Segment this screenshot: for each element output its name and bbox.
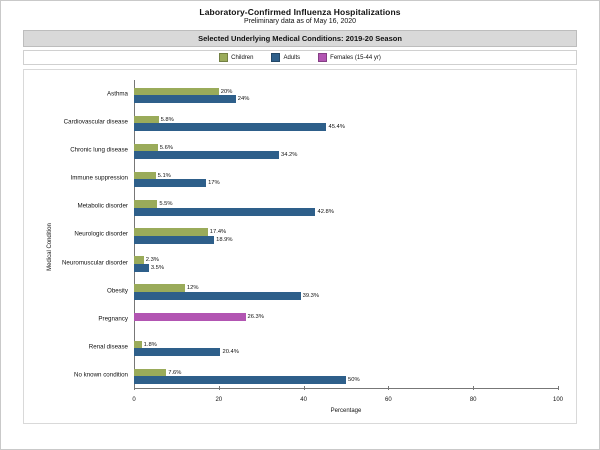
bar	[134, 179, 220, 187]
bar	[134, 348, 239, 356]
category-label: Chronic lung disease	[70, 146, 128, 154]
bar-value-label: 5.6%	[159, 145, 173, 152]
page-subtitle: Preliminary data as of May 16, 2020	[243, 18, 357, 25]
category-label: Pregnancy	[98, 315, 128, 323]
bar-value-label: 24%	[237, 96, 250, 103]
x-axis-tick-label: 20	[215, 397, 223, 403]
legend-item	[318, 53, 381, 62]
category-label: No known condition	[73, 371, 128, 379]
bar-group	[61, 249, 558, 277]
bar-group	[77, 192, 558, 220]
bar-group	[70, 164, 558, 192]
legend-swatch-icon	[271, 53, 280, 62]
bar-value-label: 2.3%	[145, 257, 159, 264]
x-axis-tick-label: 40	[300, 397, 307, 403]
bar-group	[88, 333, 558, 361]
y-axis-title: Medical Condition	[46, 222, 53, 271]
x-axis-tick	[558, 386, 559, 390]
bar-value-label: 7.6%	[168, 369, 182, 376]
bar	[134, 208, 334, 216]
bar-value-label: 42.8%	[317, 208, 334, 215]
bar-group	[74, 220, 558, 248]
plot-area	[23, 69, 577, 424]
category-label: Obesity	[107, 287, 128, 295]
bar-group	[107, 277, 558, 305]
legend-item	[271, 53, 300, 62]
bar-value-label: 20.4%	[222, 348, 239, 355]
bar-value-label: 12%	[186, 285, 199, 292]
bar-value-label: 20%	[220, 88, 233, 95]
chart-banner-title: Selected Underlying Medical Conditions: 2019-20 Season	[23, 30, 577, 47]
bar-value-label: 45.4%	[328, 124, 345, 131]
bar-value-label: 26.3%	[247, 313, 264, 320]
bar	[134, 236, 233, 244]
category-label: Neuromuscular disorder	[61, 259, 128, 267]
plot-canvas	[61, 80, 564, 414]
bar-value-label: 39.3%	[302, 292, 320, 299]
bar-group	[73, 361, 558, 389]
bar-group	[98, 305, 558, 333]
legend-item	[219, 53, 253, 62]
x-axis-tick-label: 0	[132, 397, 136, 403]
bar-group	[63, 108, 558, 136]
bar-value-label: 5.1%	[157, 173, 171, 180]
x-axis-title: Percentage	[330, 408, 362, 414]
legend-label: Children	[231, 54, 254, 61]
bar-group	[107, 80, 558, 108]
x-axis-tick-label: 80	[469, 397, 477, 403]
legend-label: Females (15-44 yr)	[330, 54, 381, 61]
chart-legend	[23, 50, 577, 65]
bar-value-label: 17%	[208, 180, 220, 187]
bar	[134, 95, 250, 103]
bar	[134, 123, 345, 131]
category-label: Neurologic disorder	[74, 230, 128, 238]
legend-label: Adults	[283, 54, 301, 61]
bar	[134, 376, 360, 384]
bar-value-label: 5.8%	[160, 116, 174, 123]
bar-group	[70, 136, 558, 164]
category-label: Metabolic disorder	[77, 202, 128, 210]
legend-swatch-icon	[318, 53, 327, 62]
category-label: Renal disease	[88, 343, 128, 351]
bar-value-label: 3.5%	[150, 264, 165, 271]
bar-value-label: 50%	[348, 377, 360, 384]
bar-value-label: 5.5%	[159, 201, 173, 208]
bar	[134, 313, 264, 321]
bar	[134, 264, 165, 272]
category-label: Asthma	[107, 90, 128, 98]
page-title: Laboratory-Confirmed Influenza Hospitalizations	[199, 7, 401, 17]
category-label: Cardiovascular disease	[63, 118, 128, 126]
bar	[134, 151, 298, 159]
bar-value-label: 17.4%	[209, 229, 227, 236]
bar-value-label: 18.9%	[216, 236, 233, 243]
x-axis-tick-label: 60	[385, 397, 392, 403]
bar	[134, 292, 320, 300]
bar-value-label: 1.8%	[143, 341, 157, 348]
category-label: Immune suppression	[70, 174, 128, 182]
legend-swatch-icon	[219, 53, 228, 62]
bar-value-label: 34.2%	[281, 152, 298, 159]
x-axis-tick-label: 100	[552, 397, 564, 403]
